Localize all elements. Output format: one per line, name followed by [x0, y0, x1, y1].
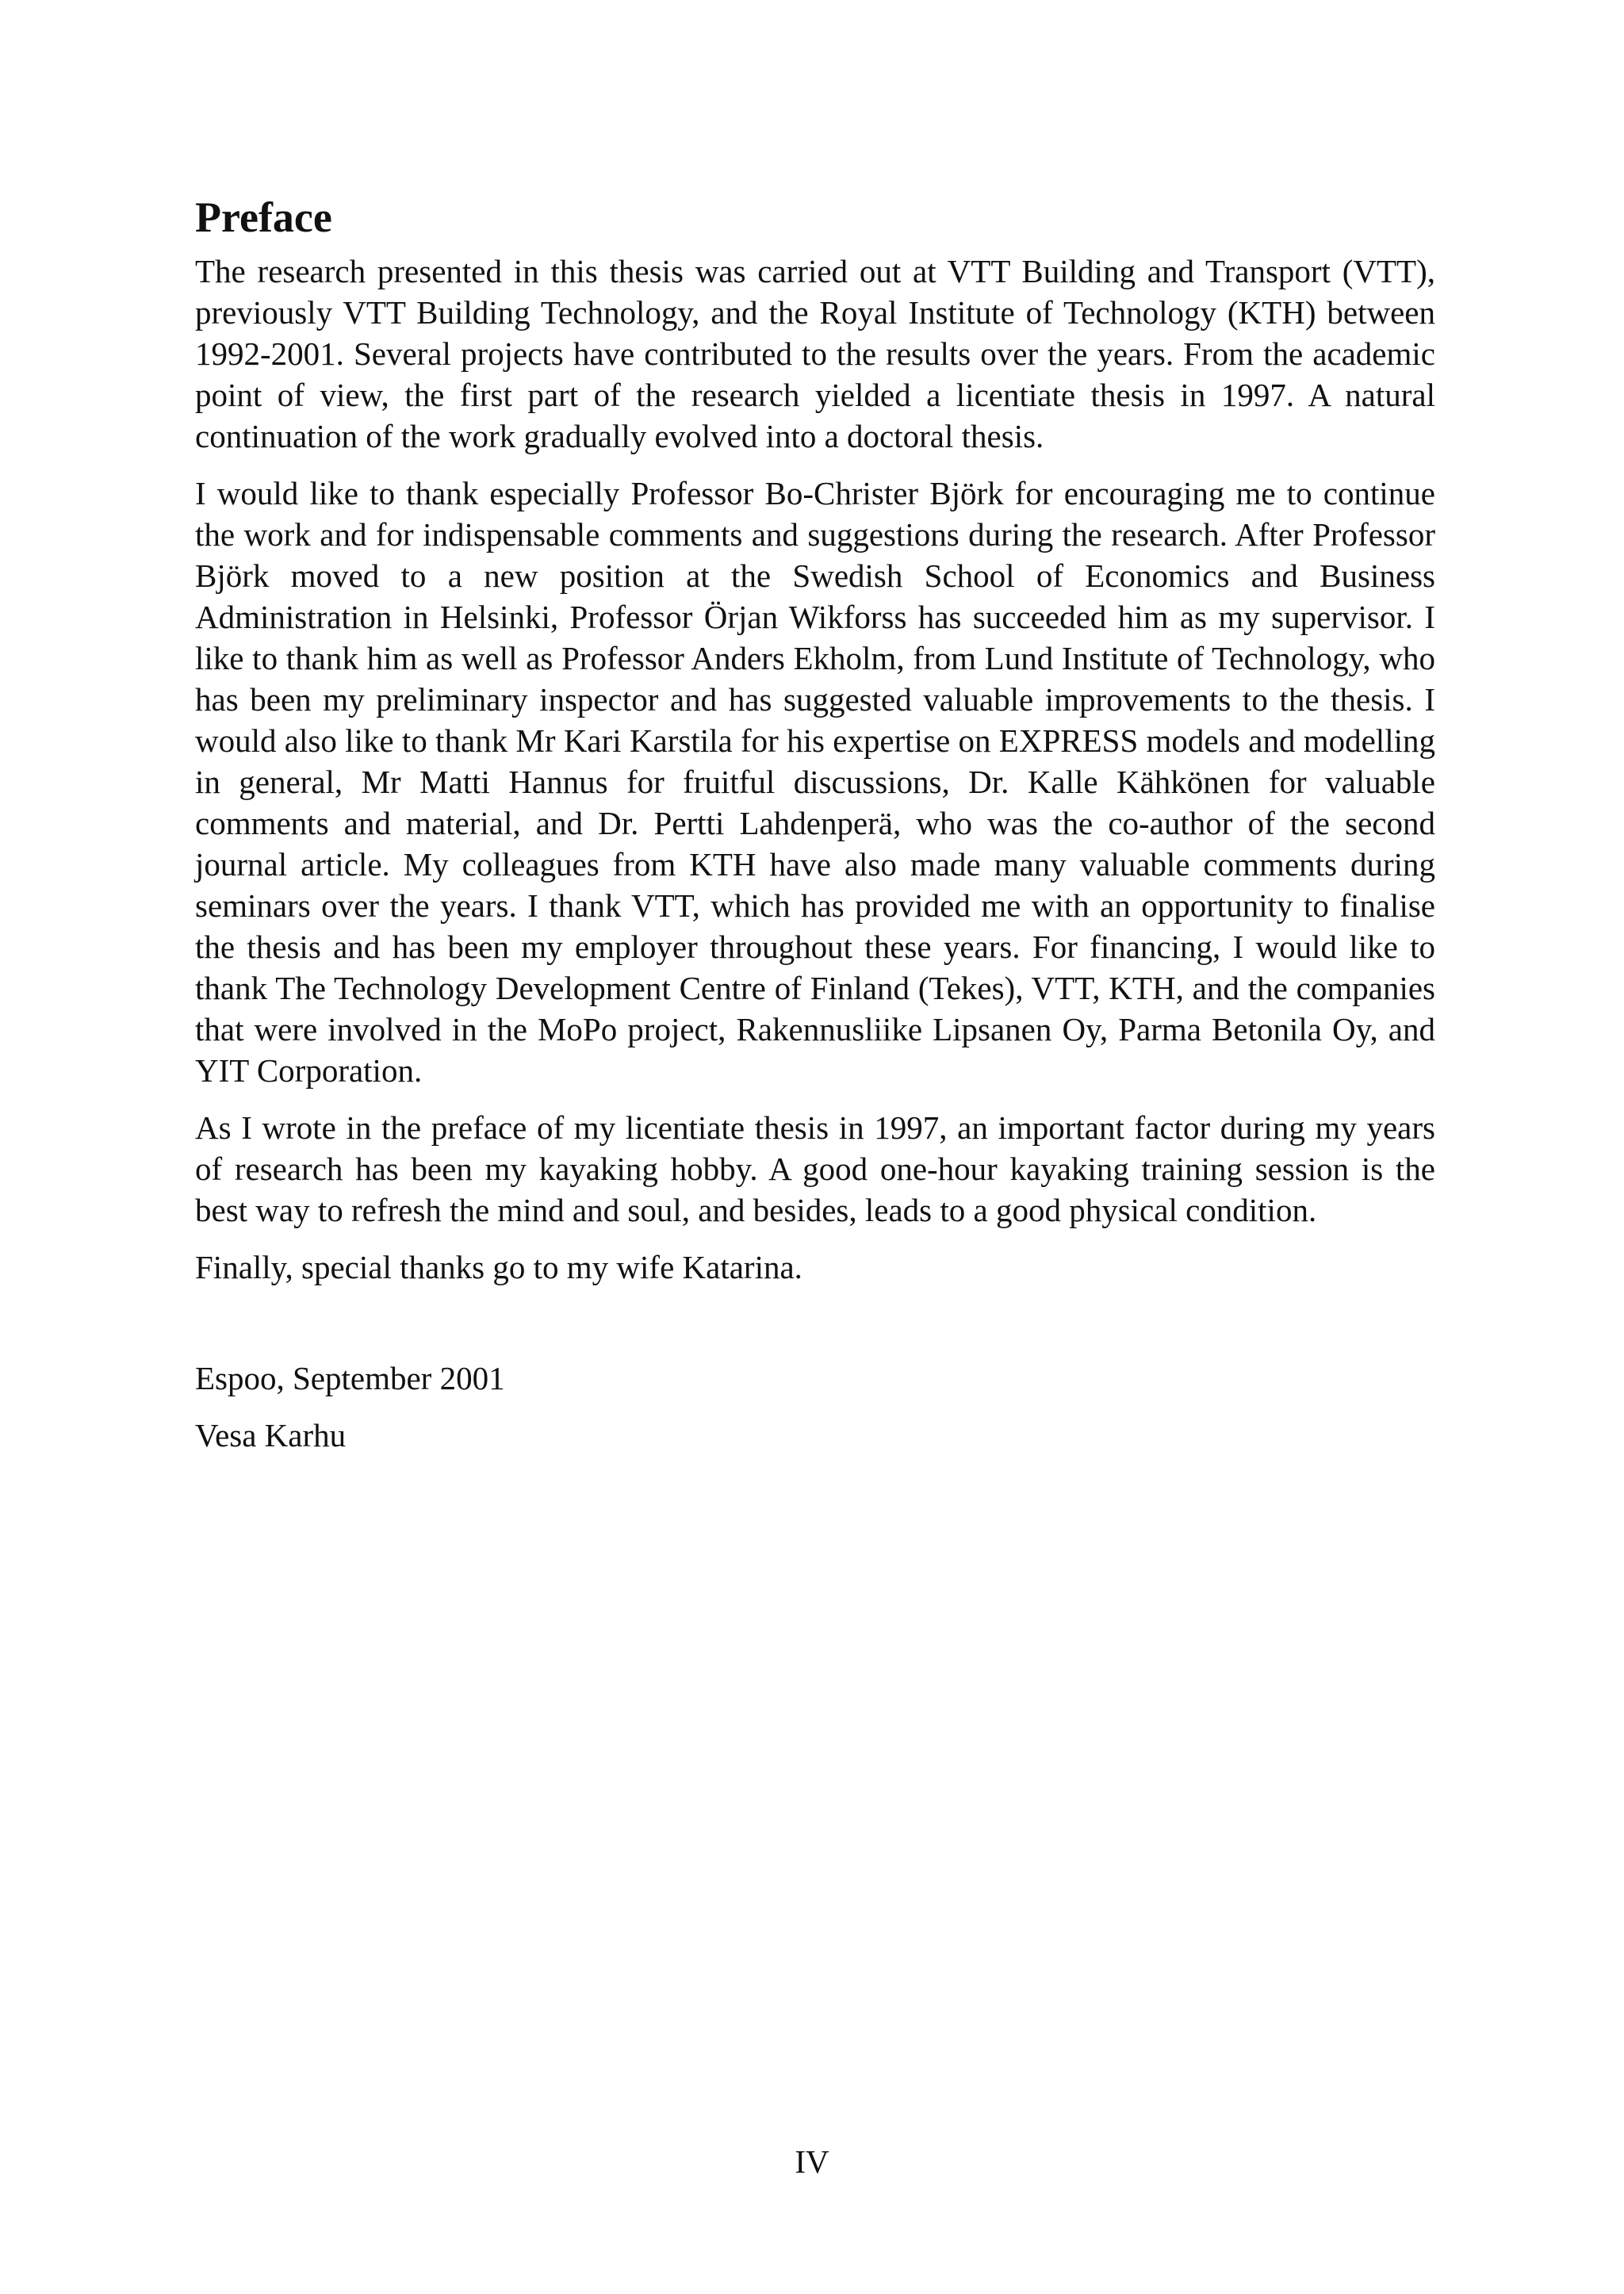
place-date: Espoo, September 2001 — [195, 1360, 505, 1396]
paragraph-kayaking: As I wrote in the preface of my licentiate thesis in 1997, an important factor during my years of research has been my kayaking hobby. A good one-hour kayaking training session is the best way to refresh the mind and soul, and besides, leads to a good physical condition. — [195, 1109, 1435, 1228]
page-content — [195, 192, 1435, 1456]
page-title: Preface — [195, 193, 332, 241]
author-name: Vesa Karhu — [195, 1417, 347, 1453]
page-number: IV — [795, 2143, 829, 2180]
paragraph-acknowledgements: I would like to thank especially Professor Bo-Christer Björk for encouraging me to continue the work and for indispensable comments and suggestions during the research. After Professor Björk moved to a new position at the Swedish School of Economics and Business Administration in Helsinki, Professor Örjan Wikforss has succeeded him as my supervisor. I like to thank him as well as Professor Anders Ekholm, from Lund Institute of Technology, who has been my preliminary inspector and has suggested valuable improvements to the thesis. I would also like to thank Mr Kari Karstila for his expertise on EXPRESS models and modelling in general, Mr Matti Hannus for fruitful discussions, Dr. Kalle Kähkönen for valuable comments and material, and Dr. Pertti Lahdenperä, who was the co-author of the second journal article. My colleagues from KTH have also made many valuable comments during seminars over the years. I thank VTT, which has provided me with an opportunity to finalise the thesis and has been my employer throughout these years. For financing, I would like to thank The Technology Development Centre of Finland (Tekes), VTT, KTH, and the companies that were involved in the MoPo project, Rakennusliike Lipsanen Oy, Parma Betonila Oy, and YIT Corporation. — [195, 475, 1435, 1089]
paragraph-final-thanks: Finally, special thanks go to my wife Katarina. — [195, 1249, 802, 1285]
paragraph-research-background: The research presented in this thesis was carried out at VTT Building and Transport (VTT), previously VTT Building Technology, and the Royal Institute of Technology (KTH) between 1992-2001. Several projects have contributed to the results over the years. From the academic point of view, the first part of the research yielded a licentiate thesis in 1997. A natural continuation of the work gradually evolved into a doctoral thesis. — [195, 253, 1435, 454]
